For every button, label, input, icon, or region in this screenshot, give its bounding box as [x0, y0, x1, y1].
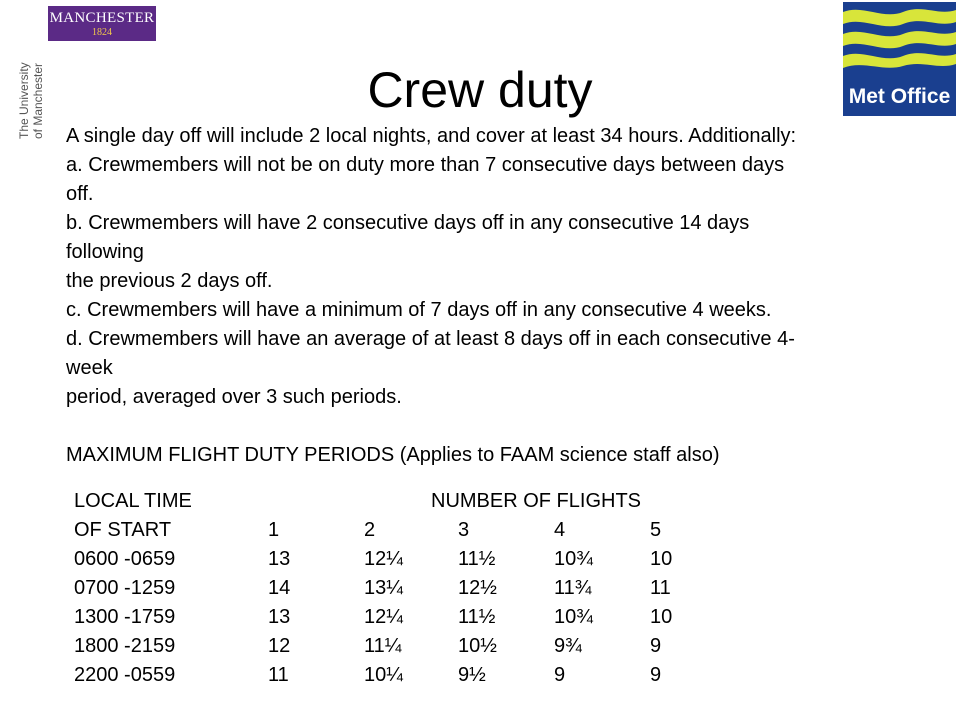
blank-line	[66, 412, 951, 441]
table-cell: 12	[268, 635, 291, 657]
body-line: following	[66, 241, 144, 263]
body-line: b. Crewmembers will have 2 consecutive days off in any consecutive 14 days	[66, 212, 750, 234]
table-cell: 0700 -1259	[74, 577, 176, 599]
table-cell: 10	[650, 606, 673, 628]
body-line: a. Crewmembers will not be on duty more than 7 consecutive days between days	[66, 154, 785, 176]
table-cell: 9¾	[554, 635, 582, 657]
table-cell: 11½	[458, 548, 496, 570]
table-cell: 9	[650, 635, 662, 657]
header-number-of-flights: NUMBER OF FLIGHTS	[431, 490, 642, 512]
table-cell: 0600 -0659	[74, 548, 176, 570]
table-cell: 11	[650, 577, 671, 599]
table-cell: 2200 -0559	[74, 664, 176, 686]
header-flights-5: 5	[650, 519, 662, 541]
body-line: off.	[66, 183, 94, 205]
university-label-line-1: The University	[17, 62, 31, 139]
table-cell: 10¼	[364, 664, 403, 686]
table-cell: 11¾	[554, 577, 592, 599]
table-cell: 10½	[458, 635, 497, 657]
table-cell: 13	[268, 606, 291, 628]
body-line: A single day off will include 2 local nights, and cover at least 34 hours. Additionally:	[66, 125, 797, 147]
header-flights-4: 4	[554, 519, 566, 541]
university-label-line-2: of Manchester	[31, 62, 45, 139]
table-cell: 9	[554, 664, 566, 686]
table-cell: 11	[268, 664, 289, 686]
university-of-manchester-logo	[48, 6, 156, 41]
slide-title: Crew duty	[367, 62, 593, 118]
table-cell: 1800 -2159	[74, 635, 176, 657]
table-cell: 11¼	[364, 635, 402, 657]
table-cell: 12¼	[364, 548, 403, 570]
manchester-year: 1824	[92, 27, 112, 38]
header-flights-2: 2	[364, 519, 376, 541]
body-line: the previous 2 days off.	[66, 270, 273, 292]
table-cell: 13	[268, 548, 291, 570]
table-cell: 10¾	[554, 548, 593, 570]
table-cell: 9½	[458, 664, 486, 686]
header-flights-1: 1	[268, 519, 280, 541]
body-line: period, averaged over 3 such periods.	[66, 386, 402, 408]
table-cell: 12¼	[364, 606, 403, 628]
table-cell: 9	[650, 664, 662, 686]
header-local-time: LOCAL TIME	[74, 490, 192, 512]
met-office-label: Met Office	[848, 85, 951, 108]
table-cell: 10	[650, 548, 673, 570]
table-cell: 10¾	[554, 606, 593, 628]
table-cell: 11½	[458, 606, 496, 628]
header-of-start: OF START	[74, 519, 172, 541]
slide-body	[66, 122, 951, 470]
body-line: d. Crewmembers will have an average of at least 8 days off in each consecutive 4-	[66, 328, 795, 350]
body-line: c. Crewmembers will have a minimum of 7 days off in any consecutive 4 weeks.	[66, 299, 772, 321]
header-flights-3: 3	[458, 519, 470, 541]
table-heading: MAXIMUM FLIGHT DUTY PERIODS (Applies to FAAM science staff also)	[66, 444, 720, 466]
table-cell: 1300 -1759	[74, 606, 176, 628]
table-cell: 14	[268, 577, 291, 599]
table-cell: 12½	[458, 577, 497, 599]
manchester-wordmark: MANCHESTER	[49, 10, 155, 26]
table-cell: 13¼	[364, 577, 403, 599]
body-line: week	[66, 357, 113, 379]
